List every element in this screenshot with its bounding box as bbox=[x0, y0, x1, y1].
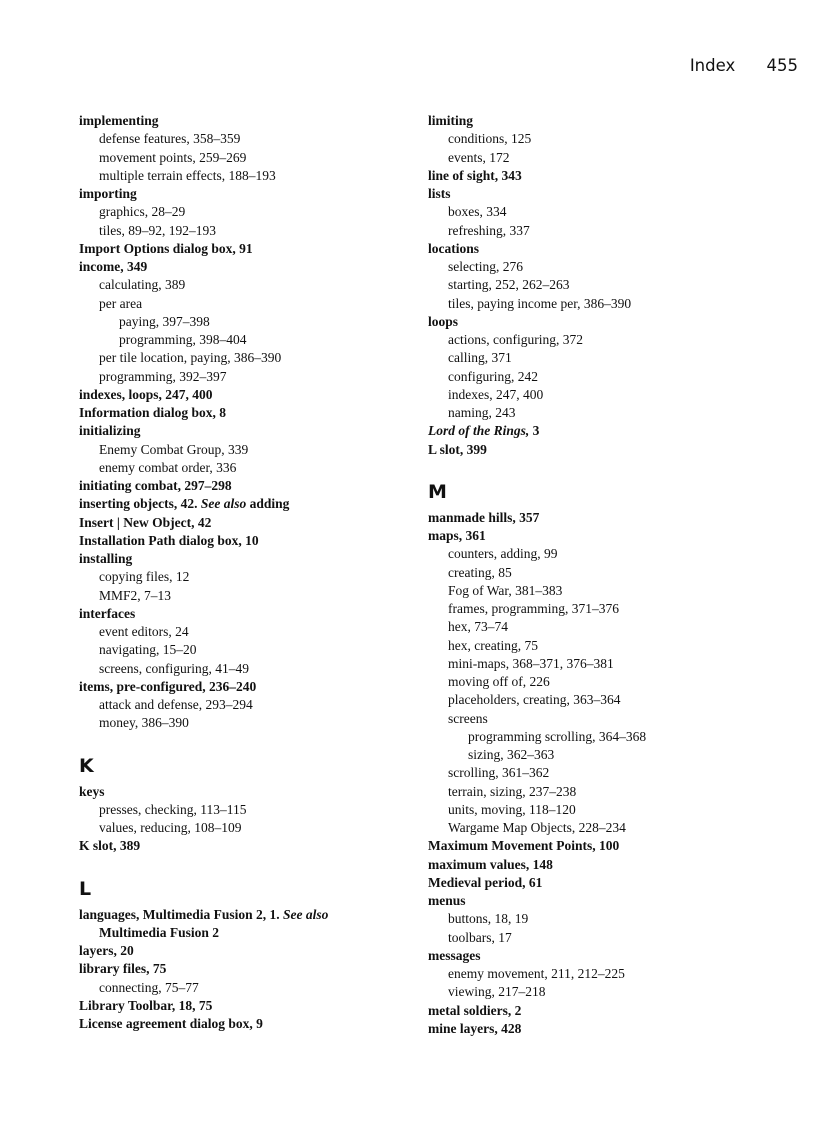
section-heading-l: L bbox=[79, 877, 92, 900]
index-entry bbox=[79, 997, 399, 1015]
entry-text: License agreement dialog box, 9 bbox=[79, 1016, 263, 1031]
entry-text: initializing bbox=[79, 423, 141, 439]
entry-text: programming, 392–397 bbox=[99, 368, 227, 384]
index-entry bbox=[428, 240, 788, 258]
entry-text: buttons, 18, 19 bbox=[448, 911, 529, 927]
index-entry bbox=[428, 728, 788, 746]
index-entry bbox=[428, 441, 788, 459]
entry-text: messages bbox=[428, 947, 481, 963]
entry-text: paying, 397–398 bbox=[119, 313, 210, 329]
index-entry bbox=[79, 605, 399, 623]
index-entry bbox=[428, 655, 788, 673]
entry-text: menus bbox=[428, 893, 466, 908]
entry-text: refreshing, 337 bbox=[448, 222, 530, 238]
entry-text: presses, checking, 113–115 bbox=[99, 801, 247, 817]
index-entry bbox=[428, 618, 788, 636]
running-header-title: Index bbox=[689, 56, 736, 75]
index-entry bbox=[79, 276, 399, 294]
index-entry bbox=[428, 910, 788, 928]
index-entry bbox=[79, 441, 399, 459]
entry-tail: Multimedia Fusion 2 bbox=[99, 924, 220, 940]
entry-text: locations bbox=[428, 240, 480, 256]
entry-text: hex, creating, 75 bbox=[448, 637, 538, 653]
running-header bbox=[690, 56, 798, 75]
index-entry bbox=[79, 240, 399, 258]
entry-text: toolbars, 17 bbox=[448, 929, 512, 945]
entry-text: values, reducing, 108–109 bbox=[99, 820, 242, 835]
entry-text: money, 386–390 bbox=[99, 715, 189, 731]
index-entry bbox=[428, 929, 788, 947]
entry-text: calculating, 389 bbox=[99, 277, 186, 293]
entry-text: defense features, 358–359 bbox=[99, 131, 241, 147]
index-entry bbox=[79, 979, 399, 997]
entry-see-also: See also bbox=[283, 906, 329, 922]
entry-text: mine layers, 428 bbox=[428, 1020, 522, 1036]
entry-text: Fog of War, 381–383 bbox=[448, 582, 563, 598]
entry-text: selecting, 276 bbox=[448, 259, 523, 274]
index-entry bbox=[428, 1020, 788, 1038]
entry-text: Information dialog box, 8 bbox=[79, 405, 227, 420]
index-entry bbox=[79, 404, 399, 422]
index-entry bbox=[428, 801, 788, 819]
entry-text: maximum values, 148 bbox=[428, 856, 553, 872]
entry-text: Import Options dialog box, 91 bbox=[79, 240, 253, 256]
index-entry bbox=[79, 203, 399, 221]
index-entry bbox=[79, 112, 399, 130]
entry-text: programming, 398–404 bbox=[119, 332, 247, 347]
index-entry bbox=[428, 276, 788, 294]
entry-text: initiating combat, 297–298 bbox=[79, 478, 232, 493]
index-entry bbox=[79, 258, 399, 276]
index-entry bbox=[79, 623, 399, 641]
index-entry bbox=[428, 422, 788, 440]
entry-text: creating, 85 bbox=[448, 564, 512, 580]
index-entry bbox=[428, 404, 788, 422]
index-entry bbox=[79, 532, 399, 550]
entry-text: hex, 73–74 bbox=[448, 619, 508, 635]
index-entry-languages bbox=[79, 906, 399, 943]
index-entry bbox=[79, 185, 399, 203]
entry-text: Medieval period, 61 bbox=[428, 874, 543, 890]
index-column-right bbox=[428, 112, 788, 1038]
entry-text: screens, configuring, 41–49 bbox=[99, 660, 249, 676]
index-entry bbox=[428, 637, 788, 655]
entry-text: interfaces bbox=[79, 605, 136, 621]
entry-text: metal soldiers, 2 bbox=[428, 1002, 522, 1018]
entry-text: enemy movement, 211, 212–225 bbox=[448, 966, 625, 981]
index-entry bbox=[428, 582, 788, 600]
index-entry bbox=[428, 691, 788, 709]
index-entry bbox=[428, 185, 788, 203]
index-entry bbox=[79, 495, 399, 513]
entry-text: line of sight, 343 bbox=[428, 167, 522, 183]
index-entry bbox=[428, 965, 788, 983]
entry-text: importing bbox=[79, 186, 137, 201]
index-entry bbox=[428, 130, 788, 148]
index-entry bbox=[79, 459, 399, 477]
index-entry bbox=[79, 714, 399, 732]
index-entry bbox=[79, 587, 399, 605]
index-entry bbox=[79, 295, 399, 313]
index-entry bbox=[428, 203, 788, 221]
entry-text: installing bbox=[79, 551, 133, 566]
index-group-k bbox=[79, 783, 399, 856]
entry-text: movement points, 259–269 bbox=[99, 149, 247, 165]
section-heading-m: M bbox=[428, 480, 447, 503]
entry-tail: 3 bbox=[529, 423, 540, 439]
entry-text: loops bbox=[428, 313, 459, 329]
index-group-m bbox=[428, 509, 788, 1038]
index-entry bbox=[428, 1002, 788, 1020]
index-entry bbox=[79, 660, 399, 678]
index-entry bbox=[428, 874, 788, 892]
entry-text: MMF2, 7–13 bbox=[99, 587, 172, 603]
index-entry bbox=[428, 947, 788, 965]
entry-text: Installation Path dialog box, 10 bbox=[79, 532, 259, 548]
entry-text: maps, 361 bbox=[428, 528, 486, 543]
entry-text: boxes, 334 bbox=[448, 204, 507, 220]
entry-text: scrolling, 361–362 bbox=[448, 765, 550, 781]
entry-text: library files, 75 bbox=[79, 961, 167, 977]
index-entry bbox=[79, 514, 399, 532]
entry-text: graphics, 28–29 bbox=[99, 204, 186, 220]
entry-text: L slot, 399 bbox=[428, 441, 487, 457]
entry-italic: See also bbox=[200, 496, 247, 512]
index-entry bbox=[428, 710, 788, 728]
index-entry bbox=[79, 960, 399, 978]
index-entry bbox=[79, 801, 399, 819]
index-entry bbox=[79, 641, 399, 659]
entry-text: calling, 371 bbox=[448, 350, 512, 366]
index-entry bbox=[428, 112, 788, 130]
index-entry bbox=[79, 130, 399, 148]
index-entry bbox=[79, 386, 399, 404]
index-entry bbox=[428, 167, 788, 185]
index-entry bbox=[428, 222, 788, 240]
index-entry bbox=[428, 545, 788, 563]
index-entry bbox=[428, 564, 788, 582]
entry-text: lists bbox=[428, 186, 451, 201]
entry-text: programming scrolling, 364–368 bbox=[468, 728, 647, 744]
index-entry bbox=[428, 313, 788, 331]
entry-text: counters, adding, 99 bbox=[448, 546, 558, 562]
index-entry bbox=[79, 222, 399, 240]
entry-text: indexes, 247, 400 bbox=[448, 386, 544, 402]
entry-text: moving off of, 226 bbox=[448, 674, 550, 689]
index-group-i bbox=[79, 112, 399, 733]
entry-text: mini-maps, 368–371, 376–381 bbox=[448, 655, 614, 671]
entry-text: multiple terrain effects, 188–193 bbox=[99, 167, 276, 183]
index-entry bbox=[428, 746, 788, 764]
entry-italic: Lord of the Rings, bbox=[428, 423, 530, 439]
entry-text: Wargame Map Objects, 228–234 bbox=[448, 820, 626, 835]
entry-text: units, moving, 118–120 bbox=[448, 801, 576, 817]
entry-text: Maximum Movement Points, 100 bbox=[428, 838, 620, 854]
entry-text: starting, 252, 262–263 bbox=[448, 277, 570, 293]
index-entry bbox=[428, 509, 788, 527]
index-entry bbox=[428, 819, 788, 837]
index-entry bbox=[79, 837, 399, 855]
index-entry bbox=[79, 696, 399, 714]
index-entry bbox=[428, 837, 788, 855]
index-entry bbox=[428, 983, 788, 1001]
index-entry bbox=[79, 942, 399, 960]
entry-text: limiting bbox=[428, 113, 474, 128]
index-entry bbox=[79, 349, 399, 367]
entry-text: Enemy Combat Group, 339 bbox=[99, 441, 249, 457]
entry-text: inserting objects, 42. bbox=[79, 496, 201, 512]
entry-text: income, 349 bbox=[79, 259, 148, 274]
entry-text: layers, 20 bbox=[79, 943, 134, 958]
entry-text: actions, configuring, 372 bbox=[448, 332, 583, 347]
index-entry bbox=[79, 368, 399, 386]
entry-text: tiles, 89–92, 192–193 bbox=[99, 222, 216, 238]
page-number: 455 bbox=[766, 56, 798, 75]
entry-tail: adding bbox=[246, 496, 290, 512]
entry-text: frames, programming, 371–376 bbox=[448, 601, 619, 616]
index-entry bbox=[428, 349, 788, 367]
entry-text: terrain, sizing, 237–238 bbox=[448, 783, 577, 799]
entry-text: implementing bbox=[79, 113, 159, 128]
index-entry bbox=[79, 313, 399, 331]
index-entry bbox=[428, 331, 788, 349]
entry-text: per tile location, paying, 386–390 bbox=[99, 350, 282, 366]
entry-text: indexes, loops, 247, 400 bbox=[79, 386, 213, 402]
entry-text: events, 172 bbox=[448, 149, 510, 165]
index-entry bbox=[428, 368, 788, 386]
index-entry bbox=[428, 764, 788, 782]
entry-text: K slot, 389 bbox=[79, 838, 141, 854]
index-entry bbox=[79, 678, 399, 696]
index-entry bbox=[79, 167, 399, 185]
index-entry bbox=[79, 331, 399, 349]
section-heading-k: K bbox=[79, 754, 94, 777]
index-entry bbox=[79, 422, 399, 440]
entry-text: keys bbox=[79, 783, 105, 799]
index-entry bbox=[79, 550, 399, 568]
entry-text: languages, Multimedia Fusion 2, 1. bbox=[79, 906, 284, 922]
index-entry bbox=[428, 892, 788, 910]
entry-text: screens bbox=[448, 710, 488, 726]
index-entry bbox=[428, 258, 788, 276]
index-entry bbox=[79, 819, 399, 837]
entry-text: manmade hills, 357 bbox=[428, 509, 540, 525]
index-entry bbox=[79, 1015, 399, 1033]
index-entry bbox=[428, 673, 788, 691]
entry-text: placeholders, creating, 363–364 bbox=[448, 692, 621, 708]
entry-text: event editors, 24 bbox=[99, 624, 189, 639]
index-entry bbox=[79, 477, 399, 495]
index-entry bbox=[428, 856, 788, 874]
index-entry bbox=[428, 149, 788, 167]
entry-text: items, pre-configured, 236–240 bbox=[79, 678, 257, 694]
entry-text: Library Toolbar, 18, 75 bbox=[79, 997, 213, 1013]
index-entry bbox=[428, 600, 788, 618]
index-entry bbox=[428, 783, 788, 801]
entry-text: Insert | New Object, 42 bbox=[79, 514, 212, 530]
entry-text: enemy combat order, 336 bbox=[99, 459, 237, 475]
entry-text: sizing, 362–363 bbox=[468, 747, 555, 762]
index-entry bbox=[428, 386, 788, 404]
entry-text: naming, 243 bbox=[448, 405, 516, 420]
entry-text: per area bbox=[99, 295, 143, 311]
entry-text: viewing, 217–218 bbox=[448, 984, 546, 1000]
entry-text: navigating, 15–20 bbox=[99, 642, 197, 658]
index-entry bbox=[79, 149, 399, 167]
entry-text: attack and defense, 293–294 bbox=[99, 697, 253, 712]
entry-text: connecting, 75–77 bbox=[99, 979, 199, 995]
entry-text: conditions, 125 bbox=[448, 131, 532, 147]
index-column-left bbox=[79, 112, 399, 1033]
index-entry bbox=[428, 527, 788, 545]
index-entry bbox=[79, 783, 399, 801]
index-entry bbox=[79, 568, 399, 586]
index-group-l bbox=[79, 942, 399, 1033]
entry-text: configuring, 242 bbox=[448, 368, 538, 384]
index-entry bbox=[428, 295, 788, 313]
index-group-l-cont bbox=[428, 112, 788, 459]
entry-text: copying files, 12 bbox=[99, 569, 190, 585]
entry-text: tiles, paying income per, 386–390 bbox=[448, 295, 632, 311]
